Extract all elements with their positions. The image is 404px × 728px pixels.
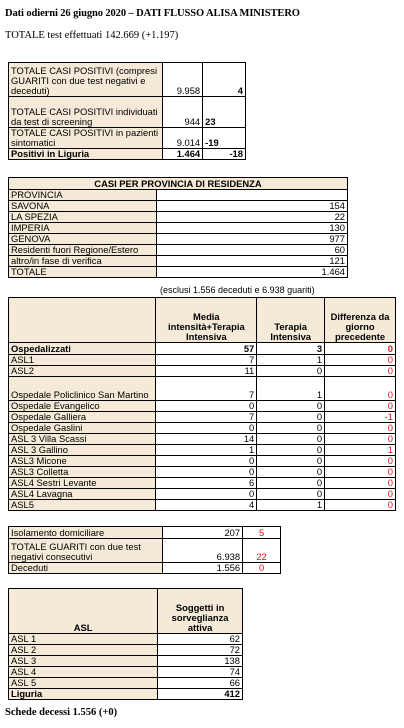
hospital-label: ASL3 Colletta: [9, 467, 156, 478]
province-label: GENOVA: [9, 234, 157, 245]
positives-label: TOTALE CASI POSITIVI (compresi GUARITI con due test negativi e deceduti): [9, 63, 163, 97]
table-row: [9, 178, 348, 190]
table-row: [9, 355, 396, 366]
positives-label: TOTALE CASI POSITIVI in pazienti sintomatici: [9, 128, 163, 149]
province-label: IMPERIA: [9, 223, 157, 234]
table-row: [9, 489, 396, 500]
hospital-media: 7: [156, 412, 257, 423]
province-value: 154: [156, 201, 347, 212]
hospital-media: 0: [156, 467, 257, 478]
table-row: [9, 412, 396, 423]
table-row: [9, 190, 348, 201]
surveillance-value: 74: [158, 667, 243, 678]
surveillance-label: ASL 3: [9, 656, 158, 667]
province-label: SAVONA: [9, 201, 157, 212]
table-row: [9, 97, 246, 128]
province-label: LA SPEZIA: [9, 212, 157, 223]
hospital-diff: 0: [325, 489, 396, 500]
positives-delta: -19: [203, 128, 246, 149]
hospital-media: 0: [156, 423, 257, 434]
hospital-label: Ospedale Policlinico San Martino: [9, 377, 156, 401]
table-row: [9, 366, 396, 377]
table-row: [9, 467, 396, 478]
surveillance-value: 66: [158, 678, 243, 689]
hospital-media: 6: [156, 478, 257, 489]
total-tests-line: TOTALE test effettuati 142.669 (+1.197): [5, 30, 179, 41]
hospital-table: [8, 297, 396, 511]
hospital-terapia: 0: [257, 456, 325, 467]
surveillance-value: 72: [158, 645, 243, 656]
positives-delta: -18: [203, 149, 246, 160]
table-row: [9, 423, 396, 434]
positives-delta: 4: [203, 63, 246, 97]
table-row: [9, 434, 396, 445]
hospital-media: 7: [156, 377, 257, 401]
province-header: PROVINCIA: [9, 190, 157, 201]
table-row: [9, 500, 396, 511]
table-row: [9, 149, 246, 160]
province-label: TOTALE: [9, 267, 157, 278]
hospital-media: 0: [156, 401, 257, 412]
col-header-terapia: Terapia Intensiva: [257, 298, 325, 343]
hospital-label: Ospedale Evangelico: [9, 401, 156, 412]
hospital-label: ASL 3 Gallino: [9, 445, 156, 456]
province-value: 121: [156, 256, 347, 267]
table-row: [9, 445, 396, 456]
province-title: CASI PER PROVINCIA DI RESIDENZA: [9, 178, 348, 190]
table-row: [9, 539, 281, 563]
hospital-terapia: 0: [257, 401, 325, 412]
hospital-terapia: 1: [257, 377, 325, 401]
hospital-terapia: 0: [257, 423, 325, 434]
hospital-media: 7: [156, 355, 257, 366]
table-row: [9, 527, 281, 539]
hospital-terapia: 0: [257, 412, 325, 423]
positives-value: 944: [163, 97, 203, 128]
surveillance-value: 412: [158, 689, 243, 700]
positives-value: 9.958: [163, 63, 203, 97]
positives-label: TOTALE CASI POSITIVI individuati da test di screening: [9, 97, 163, 128]
hospital-label: ASL3 Micone: [9, 456, 156, 467]
status-value: 207: [163, 527, 243, 539]
hospital-diff: 0: [325, 355, 396, 366]
status-value: 1.556: [163, 563, 243, 574]
table-row: [9, 456, 396, 467]
surveillance-label: ASL 2: [9, 645, 158, 656]
table-row: [9, 634, 243, 645]
hospital-diff: 0: [325, 456, 396, 467]
hospital-label: ASL4 Sestri Levante: [9, 478, 156, 489]
hospital-diff: 0: [325, 366, 396, 377]
surveillance-label: ASL 5: [9, 678, 158, 689]
province-table: [8, 177, 348, 278]
hospital-diff: 0: [325, 423, 396, 434]
hospital-media: 57: [156, 343, 257, 355]
col-header-diff: Differenza da giorno precedente: [325, 298, 396, 343]
hospital-diff: 0: [325, 343, 396, 355]
hospital-terapia: 0: [257, 445, 325, 456]
hospital-terapia: 0: [257, 467, 325, 478]
province-value: 22: [156, 212, 347, 223]
hospital-media: 11: [156, 366, 257, 377]
positives-delta: 23: [203, 97, 246, 128]
table-row: [9, 645, 243, 656]
col-header-soggetti: Soggetti in sorveglianza attiva: [158, 589, 243, 634]
table-row: [9, 678, 243, 689]
hospital-diff: 0: [325, 500, 396, 511]
surveillance-label: ASL 1: [9, 634, 158, 645]
table-row: [9, 377, 396, 401]
hospital-terapia: 1: [257, 500, 325, 511]
table-row: [9, 234, 348, 245]
table-row: [9, 212, 348, 223]
table-row: [9, 589, 243, 634]
hospital-diff: 0: [325, 401, 396, 412]
hospital-label: ASL5: [9, 500, 156, 511]
province-value: 130: [156, 223, 347, 234]
status-delta: 5: [243, 527, 281, 539]
status-label: Isolamento domiciliare: [9, 527, 163, 539]
status-label: TOTALE GUARITI con due test negativi consecutivi: [9, 539, 163, 563]
status-label: Deceduti: [9, 563, 163, 574]
status-delta: 22: [243, 539, 281, 563]
col-header-asl: ASL: [9, 589, 158, 634]
table-row: [9, 689, 243, 700]
table-row: [9, 128, 246, 149]
table-row: [9, 223, 348, 234]
hospital-terapia: 0: [257, 478, 325, 489]
province-label: Residenti fuori Regione/Estero: [9, 245, 157, 256]
hospital-terapia: 0: [257, 489, 325, 500]
table-row: [9, 667, 243, 678]
hospital-media: 4: [156, 500, 257, 511]
status-table: [8, 526, 281, 574]
hospital-diff: -1: [325, 412, 396, 423]
hospital-media: 14: [156, 434, 257, 445]
table-row: [9, 478, 396, 489]
province-value: 977: [156, 234, 347, 245]
table-row: [9, 298, 396, 343]
table-row: [9, 563, 281, 574]
footer-deaths: Schede decessi 1.556 (+0): [5, 707, 118, 718]
hospital-terapia: 1: [257, 355, 325, 366]
positives-label: Positivi in Liguria: [9, 149, 163, 160]
hospital-diff: 0: [325, 478, 396, 489]
table-row: [9, 267, 348, 278]
col-header-media: Media intensità+Terapia Intensiva: [156, 298, 257, 343]
positives-table: [8, 62, 246, 160]
table-row: [9, 201, 348, 212]
hospital-media: 0: [156, 456, 257, 467]
table-row: [9, 256, 348, 267]
hospital-terapia: 3: [257, 343, 325, 355]
surveillance-label: ASL 4: [9, 667, 158, 678]
surveillance-table: [8, 588, 243, 700]
hospital-label: ASL4 Lavagna: [9, 489, 156, 500]
positives-value: 9.014: [163, 128, 203, 149]
hospital-terapia: 0: [257, 366, 325, 377]
hospital-label: Ospedalizzati: [9, 343, 156, 355]
status-value: 6.938: [163, 539, 243, 563]
positives-value: 1.464: [163, 149, 203, 160]
table-row: [9, 63, 246, 97]
hospital-diff: 1: [325, 445, 396, 456]
hospital-label: Ospedale Gaslini: [9, 423, 156, 434]
province-value: 1.464: [156, 267, 347, 278]
table-row: [9, 343, 396, 355]
status-delta: 0: [243, 563, 281, 574]
table-row: [9, 401, 396, 412]
province-note: (esclusi 1.556 deceduti e 6.938 guariti): [160, 285, 315, 295]
hospital-label: ASL 3 Villa Scassi: [9, 434, 156, 445]
province-label: altro/in fase di verifica: [9, 256, 157, 267]
table-row: [9, 656, 243, 667]
table-row: [9, 245, 348, 256]
hospital-header-empty: [9, 298, 156, 343]
hospital-diff: 0: [325, 377, 396, 401]
surveillance-value: 138: [158, 656, 243, 667]
hospital-label: Ospedale Galliera: [9, 412, 156, 423]
hospital-diff: 0: [325, 434, 396, 445]
hospital-media: 1: [156, 445, 257, 456]
province-header-empty: [156, 190, 347, 201]
hospital-label: ASL1: [9, 355, 156, 366]
hospital-diff: 0: [325, 467, 396, 478]
surveillance-label: Liguria: [9, 689, 158, 700]
province-value: 60: [156, 245, 347, 256]
hospital-media: 0: [156, 489, 257, 500]
page-title: Dati odierni 26 giugno 2020 – DATI FLUSSO ALISA MINISTERO: [5, 8, 300, 19]
surveillance-value: 62: [158, 634, 243, 645]
hospital-label: ASL2: [9, 366, 156, 377]
hospital-terapia: 0: [257, 434, 325, 445]
